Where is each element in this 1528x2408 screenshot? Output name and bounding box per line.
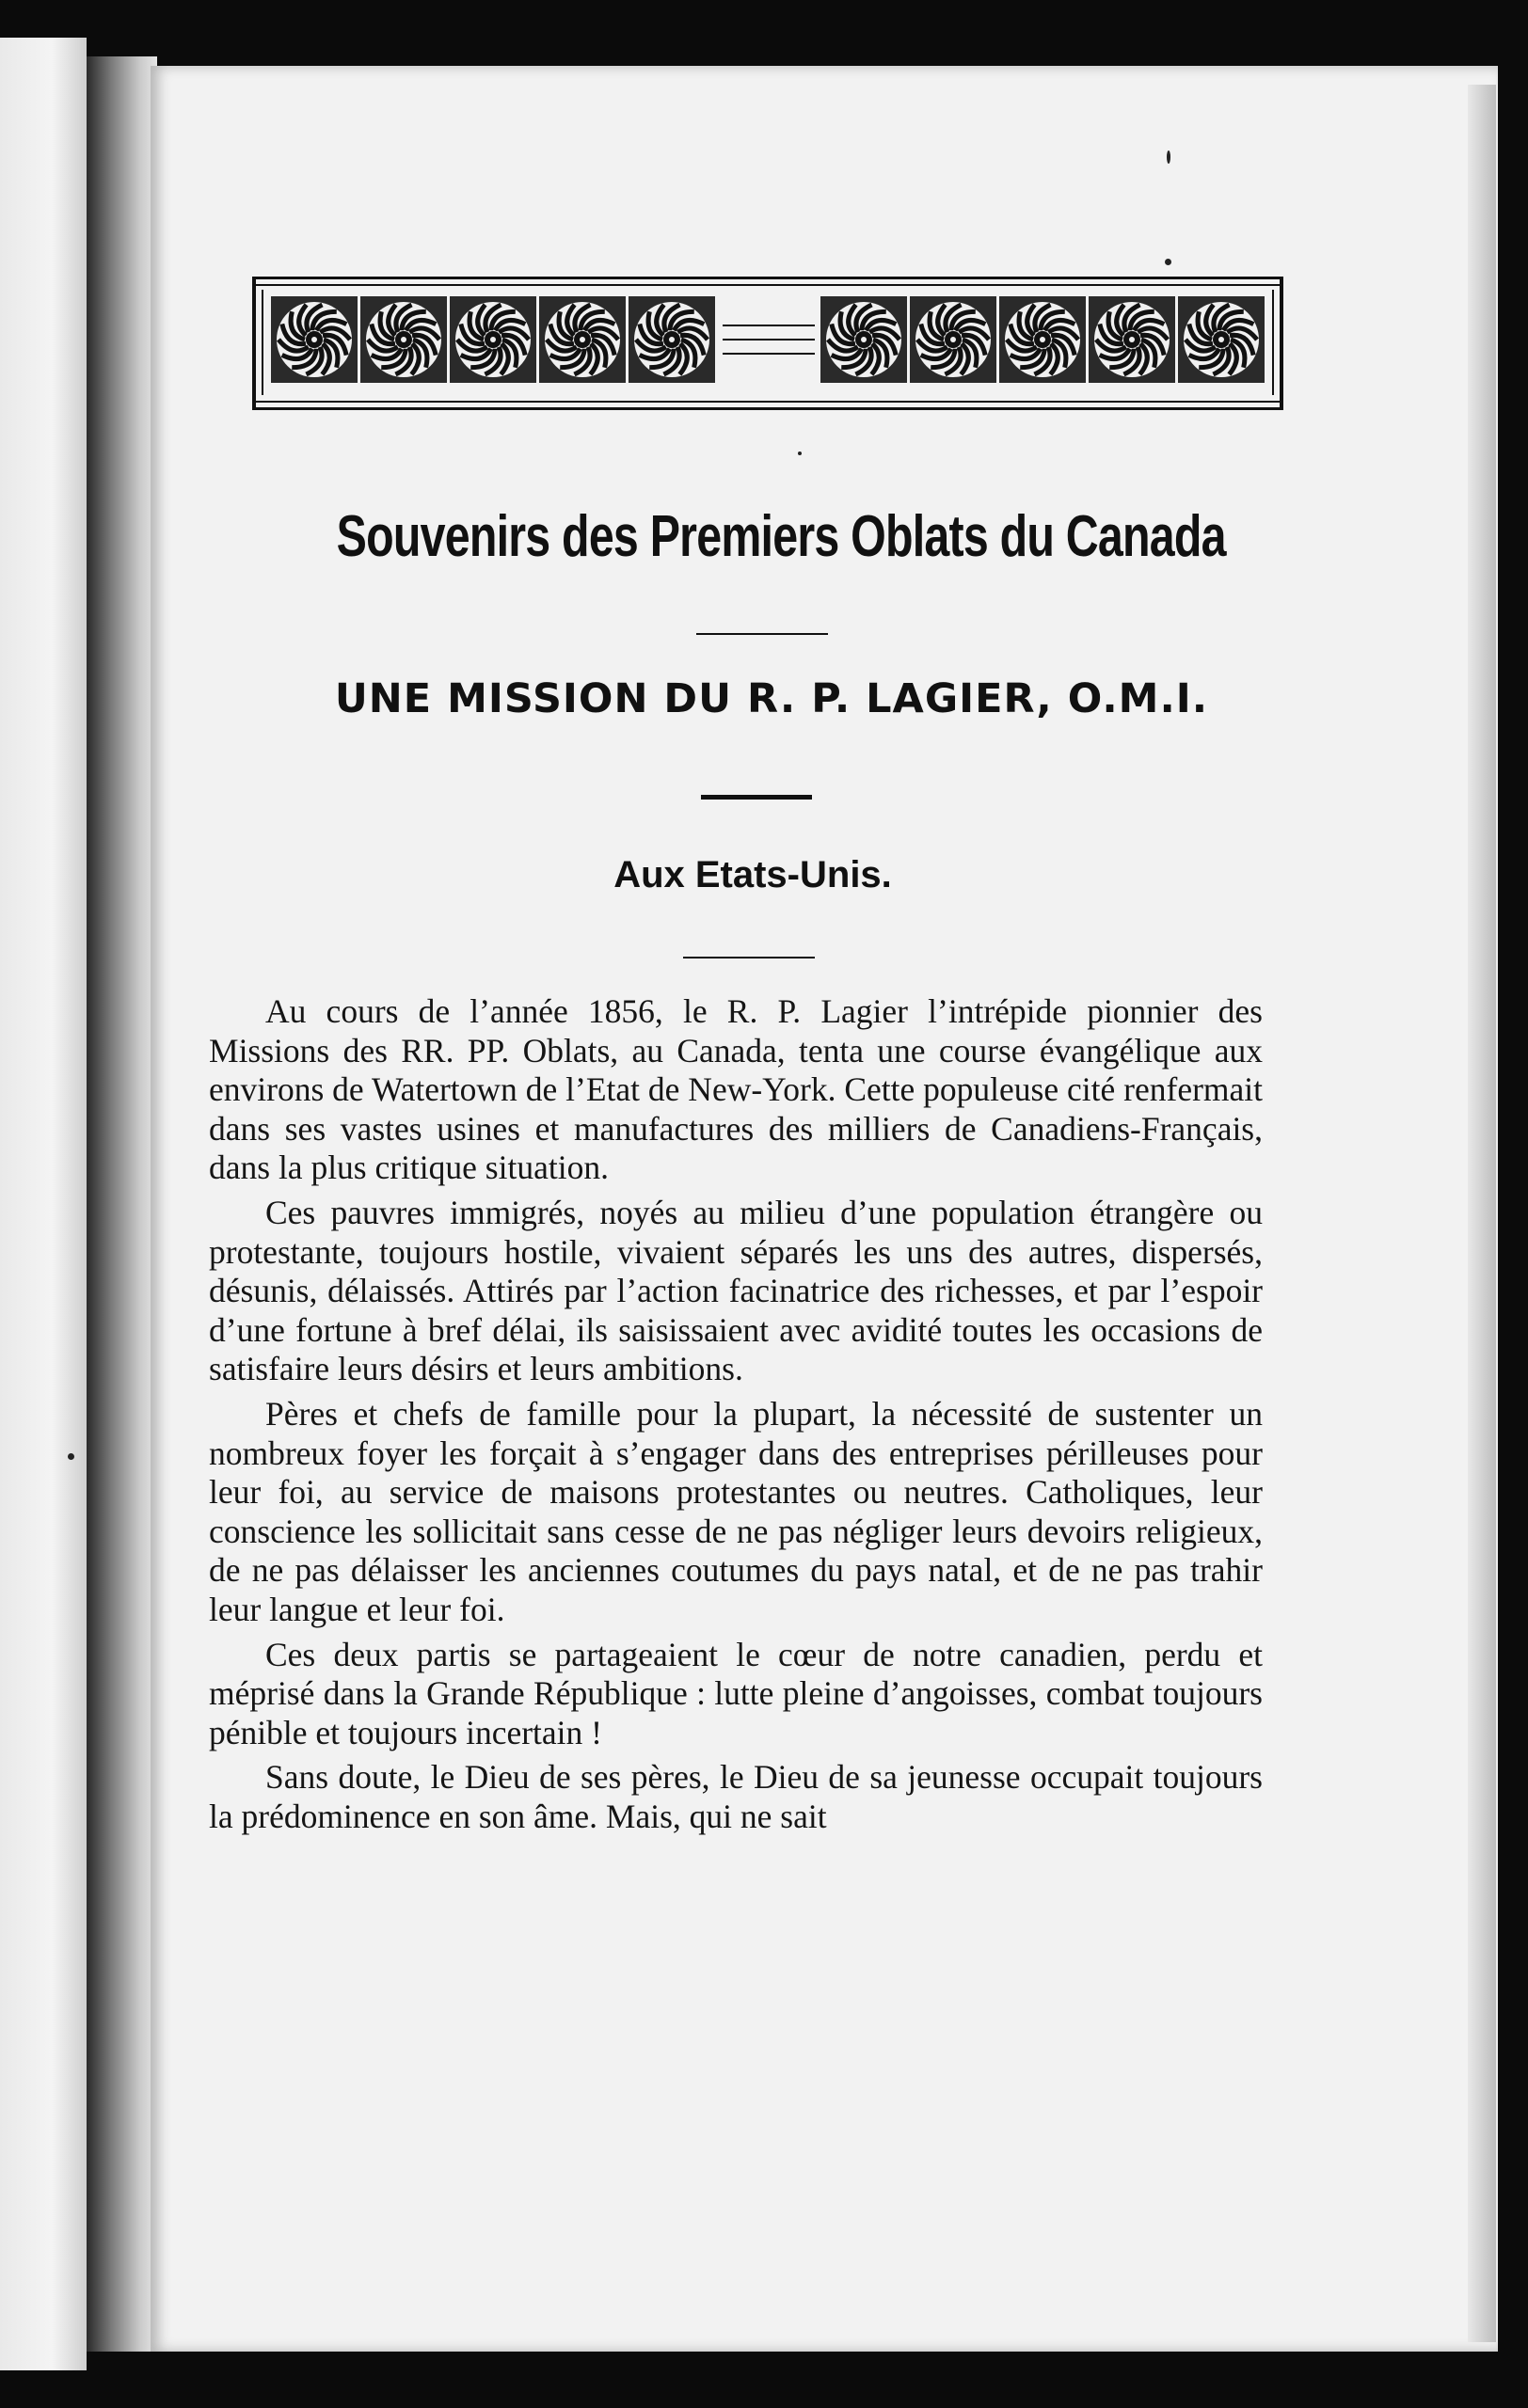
divider-rule bbox=[683, 957, 815, 958]
scan-speck bbox=[1167, 150, 1170, 164]
chapter-heading: UNE MISSION DU R. P. LAGIER, O.M.I. bbox=[334, 675, 1209, 722]
scan-speck bbox=[68, 1453, 74, 1460]
rosette-icon bbox=[360, 296, 447, 383]
rosette-icon bbox=[271, 296, 358, 383]
rosette-icon bbox=[910, 296, 996, 383]
rosette-icon bbox=[999, 296, 1086, 383]
page-edge bbox=[1468, 85, 1496, 2342]
rosette-icon bbox=[539, 296, 626, 383]
page-title: Souvenirs des Premiers Oblats du Canada bbox=[336, 504, 1226, 569]
paragraph: Sans doute, le Dieu de ses pères, le Dieu de sa jeunesse occupait toujours la prédominence en son âme. Mais, qui ne sait bbox=[209, 1758, 1263, 1835]
ornamental-banner bbox=[252, 273, 1283, 414]
scan-speck bbox=[798, 452, 802, 455]
body-text bbox=[209, 992, 1263, 1842]
rosette-icon bbox=[629, 296, 715, 383]
rosette-icon bbox=[450, 296, 536, 383]
book-gutter-shadow bbox=[87, 56, 157, 2352]
paragraph: Ces pauvres immigrés, noyés au milieu d’une population étrangère ou protestante, toujours hostile, vivaient séparés les uns des autres, dispersés, désunis, délaissés. Attirés par l’action facinatrice des richesses, et par l’espoir d’une fortune à bref délai, ils saisissaient avec avidité toutes les occasions de satisfaire leurs désirs et leurs ambitions. bbox=[209, 1193, 1263, 1388]
rosette-icon bbox=[820, 296, 907, 383]
rosette-icon bbox=[1178, 296, 1265, 383]
previous-page-edge bbox=[0, 38, 87, 2370]
divider-rule bbox=[701, 795, 812, 800]
divider-rule bbox=[696, 633, 828, 635]
scan-speck bbox=[1165, 259, 1171, 265]
section-heading: Aux Etats-Unis. bbox=[613, 854, 892, 895]
paragraph: Ces deux partis se partageaient le cœur de notre canadien, perdu et méprisé dans la Grande République : lutte pleine d’angoisses, combat toujours pénible et toujours incertain ! bbox=[209, 1635, 1263, 1751]
paragraph: Au cours de l’année 1856, le R. P. Lagier l’intrépide pionnier des Missions des RR. PP. Oblats, au Canada, tenta une course évangélique aux environs de Watertown de l’Etat de New-York. Cette populeuse cité renfermait dans ses vastes usines et manufactures des milliers de Canadiens-Français, dans la plus critique situation. bbox=[209, 992, 1263, 1187]
paragraph: Pères et chefs de famille pour la plupart, la nécessité de sustenter un nombreux foyer les forçait à s’engager dans des entreprises périlleuses pour leur foi, au service de maisons protestantes ou neutres. Catholiques, leur conscience les sollicitait sans cesse de ne pas négliger leurs devoirs religieux, de ne pas délaisser les anciennes coutumes du pays natal, et de ne pas trahir leur langue et leur foi. bbox=[209, 1394, 1263, 1628]
rosette-icon bbox=[1089, 296, 1175, 383]
